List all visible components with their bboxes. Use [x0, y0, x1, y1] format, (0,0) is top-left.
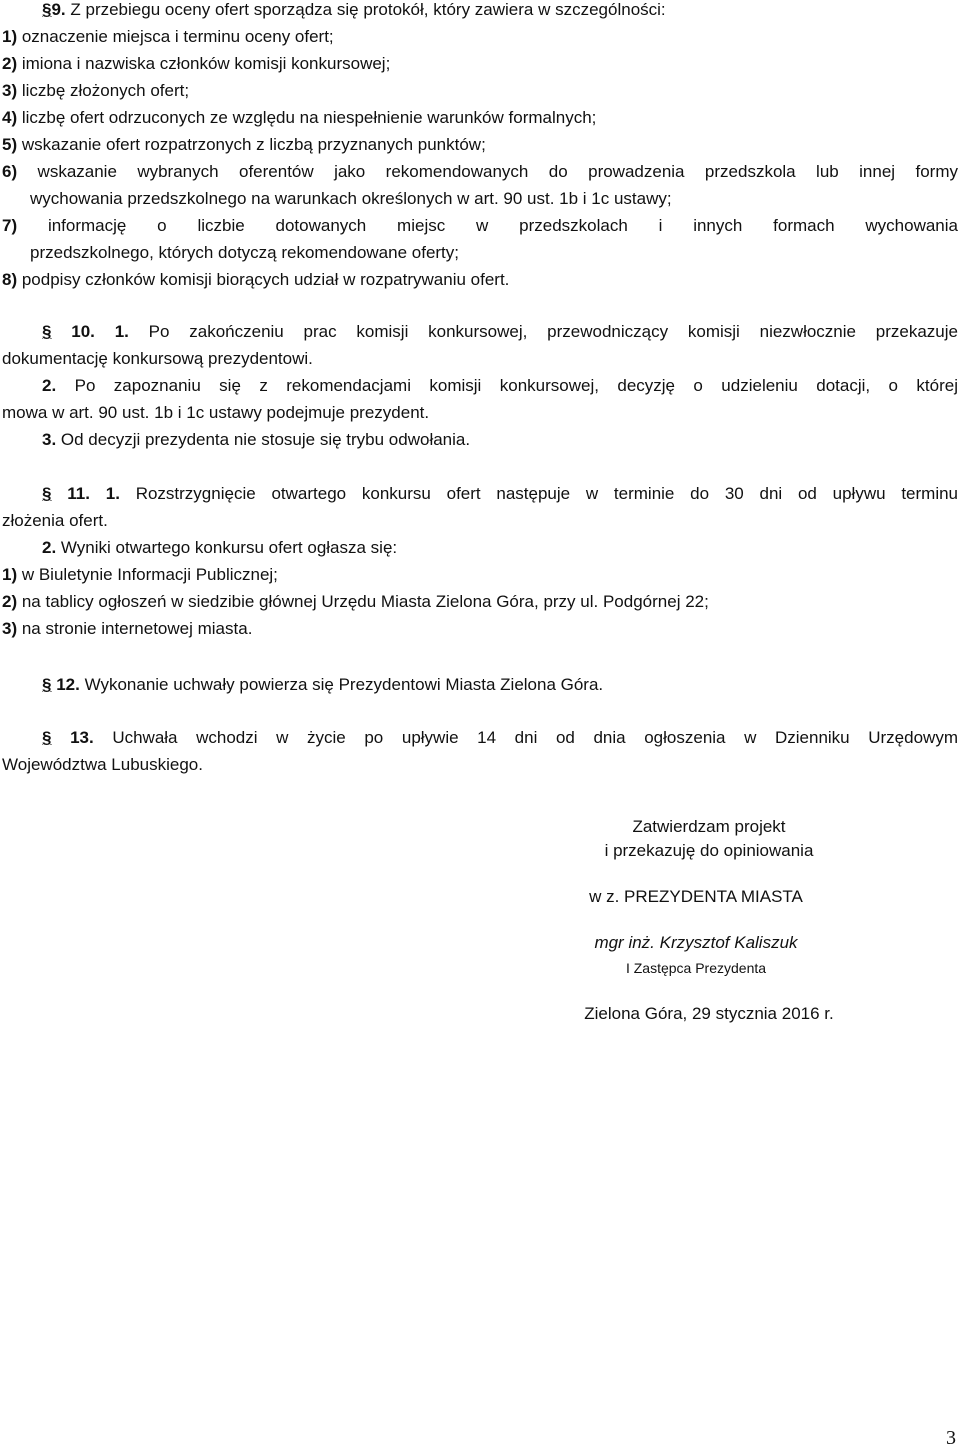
paragraph-sign: § [42, 484, 52, 503]
on-behalf-of: w z. PREZYDENTA MIASTA [589, 887, 803, 906]
section-number: 12. [56, 675, 80, 694]
point-text: Po zapoznaniu się z rekomendacjami komisji konkursowej, decyzję o udzieleniu dotacji, o której [56, 376, 958, 395]
point-continuation: złożenia ofert. [2, 511, 108, 530]
point-continuation: dokumentację konkursową prezydentowi. [2, 349, 313, 368]
item-text: imiona i nazwiska członków komisji konkursowej; [17, 54, 391, 73]
item-text: na stronie internetowej miasta. [17, 619, 253, 638]
item-number: 1) [2, 565, 18, 584]
item-number: 2) [2, 592, 18, 611]
list-item [2, 212, 958, 239]
item-text: informację o liczbie dotowanych miejsc w przedszkolach i innych formach wychowania [17, 216, 958, 235]
list-item-continuation: przedszkolnego, których dotyczą rekomendowane oferty; [30, 243, 460, 262]
point-text: Rozstrzygnięcie otwartego konkursu ofert następuje w terminie do 30 dni od upływu terminu [119, 484, 959, 503]
place-and-date: Zielona Góra, 29 stycznia 2016 r. [584, 1004, 834, 1023]
section-9-heading [42, 0, 960, 23]
item-text: wskazanie ofert rozpatrzonych z liczbą przyznanych punktów; [17, 135, 486, 154]
item-number: 7) [2, 216, 18, 235]
section-number: 13. [70, 728, 94, 747]
item-text: oznaczenie miejsca i terminu oceny ofert; [17, 27, 334, 46]
item-number: 2) [2, 54, 18, 73]
section-12 [42, 671, 960, 698]
list-item [2, 104, 960, 131]
point-text: Wyniki otwartego konkursu ofert ogłasza się: [56, 538, 398, 557]
point [42, 426, 960, 453]
list-item [2, 131, 960, 158]
point-text: Po zakończeniu prac komisji konkursowej, przewodniczący komisji niezwłocznie przekazuje [128, 322, 958, 341]
item-text: w Biuletynie Informacji Publicznej; [17, 565, 278, 584]
item-text: na tablicy ogłoszeń w siedzibie głównej Urzędu Miasta Zielona Góra, przy ul. Podgórnej 22; [17, 592, 709, 611]
list-item [2, 588, 960, 615]
item-number: 3) [2, 81, 18, 100]
section-number: 10. [71, 322, 95, 341]
item-number: 8) [2, 270, 18, 289]
signatory-role: I Zastępca Prezydenta [625, 960, 767, 976]
section-number: 11. [67, 484, 90, 503]
paragraph-sign: § [42, 0, 52, 19]
item-number: 1) [2, 27, 18, 46]
approval-line-1: Zatwierdzam projekt [632, 817, 786, 836]
paragraph-sign: § [42, 728, 52, 747]
item-text: wskazanie wybranych oferentów jako rekomendowanych do prowadzenia przedszkola lub innej formy [17, 162, 958, 181]
point-number: 2. [42, 538, 57, 557]
section-11-heading [42, 480, 958, 507]
item-text: liczbę złożonych ofert; [17, 81, 190, 100]
list-item [2, 266, 960, 293]
list-item [2, 77, 960, 104]
section-text: Wykonanie uchwały powierza się Prezydentowi Miasta Zielona Góra. [79, 675, 604, 694]
point-number: 1. [105, 484, 120, 503]
paragraph-sign: § [42, 675, 52, 694]
section-text: Uchwała wchodzi w życie po upływie 14 dni od dnia ogłoszenia w Dzienniku Urzędowym [93, 728, 958, 747]
page-number: 3 [946, 1427, 956, 1449]
point-continuation: mowa w art. 90 ust. 1b i 1c ustawy podejmuje prezydent. [2, 403, 430, 422]
point-number: 2. [42, 376, 57, 395]
item-number: 4) [2, 108, 18, 127]
item-number: 6) [2, 162, 18, 181]
paragraph-sign: § [42, 322, 52, 341]
point [42, 372, 958, 399]
signatory-name: mgr inż. Krzysztof Kaliszuk [594, 933, 798, 952]
point-text: Od decyzji prezydenta nie stosuje się trybu odwołania. [56, 430, 471, 449]
item-number: 3) [2, 619, 18, 638]
list-item-continuation: wychowania przedszkolnego na warunkach określonych w art. 90 ust. 1b i 1c ustawy; [30, 189, 672, 208]
point [42, 534, 960, 561]
list-item [2, 615, 960, 642]
item-number: 5) [2, 135, 18, 154]
item-text: liczbę ofert odrzuconych ze względu na niespełnienie warunków formalnych; [17, 108, 597, 127]
list-item [2, 23, 960, 50]
section-number: 9. [51, 0, 66, 19]
list-item [2, 158, 958, 185]
section-10-heading [42, 318, 958, 345]
item-text: podpisy członków komisji biorących udział w rozpatrywaniu ofert. [17, 270, 510, 289]
point-number: 3. [42, 430, 57, 449]
section-text: Z przebiegu oceny ofert sporządza się protokół, który zawiera w szczególności: [65, 0, 666, 19]
section-continuation: Województwa Lubuskiego. [2, 755, 203, 774]
list-item [2, 561, 960, 588]
point-number: 1. [114, 322, 129, 341]
approval-line-2: i przekazuję do opiniowania [604, 841, 814, 860]
section-13 [42, 724, 958, 751]
list-item [2, 50, 960, 77]
